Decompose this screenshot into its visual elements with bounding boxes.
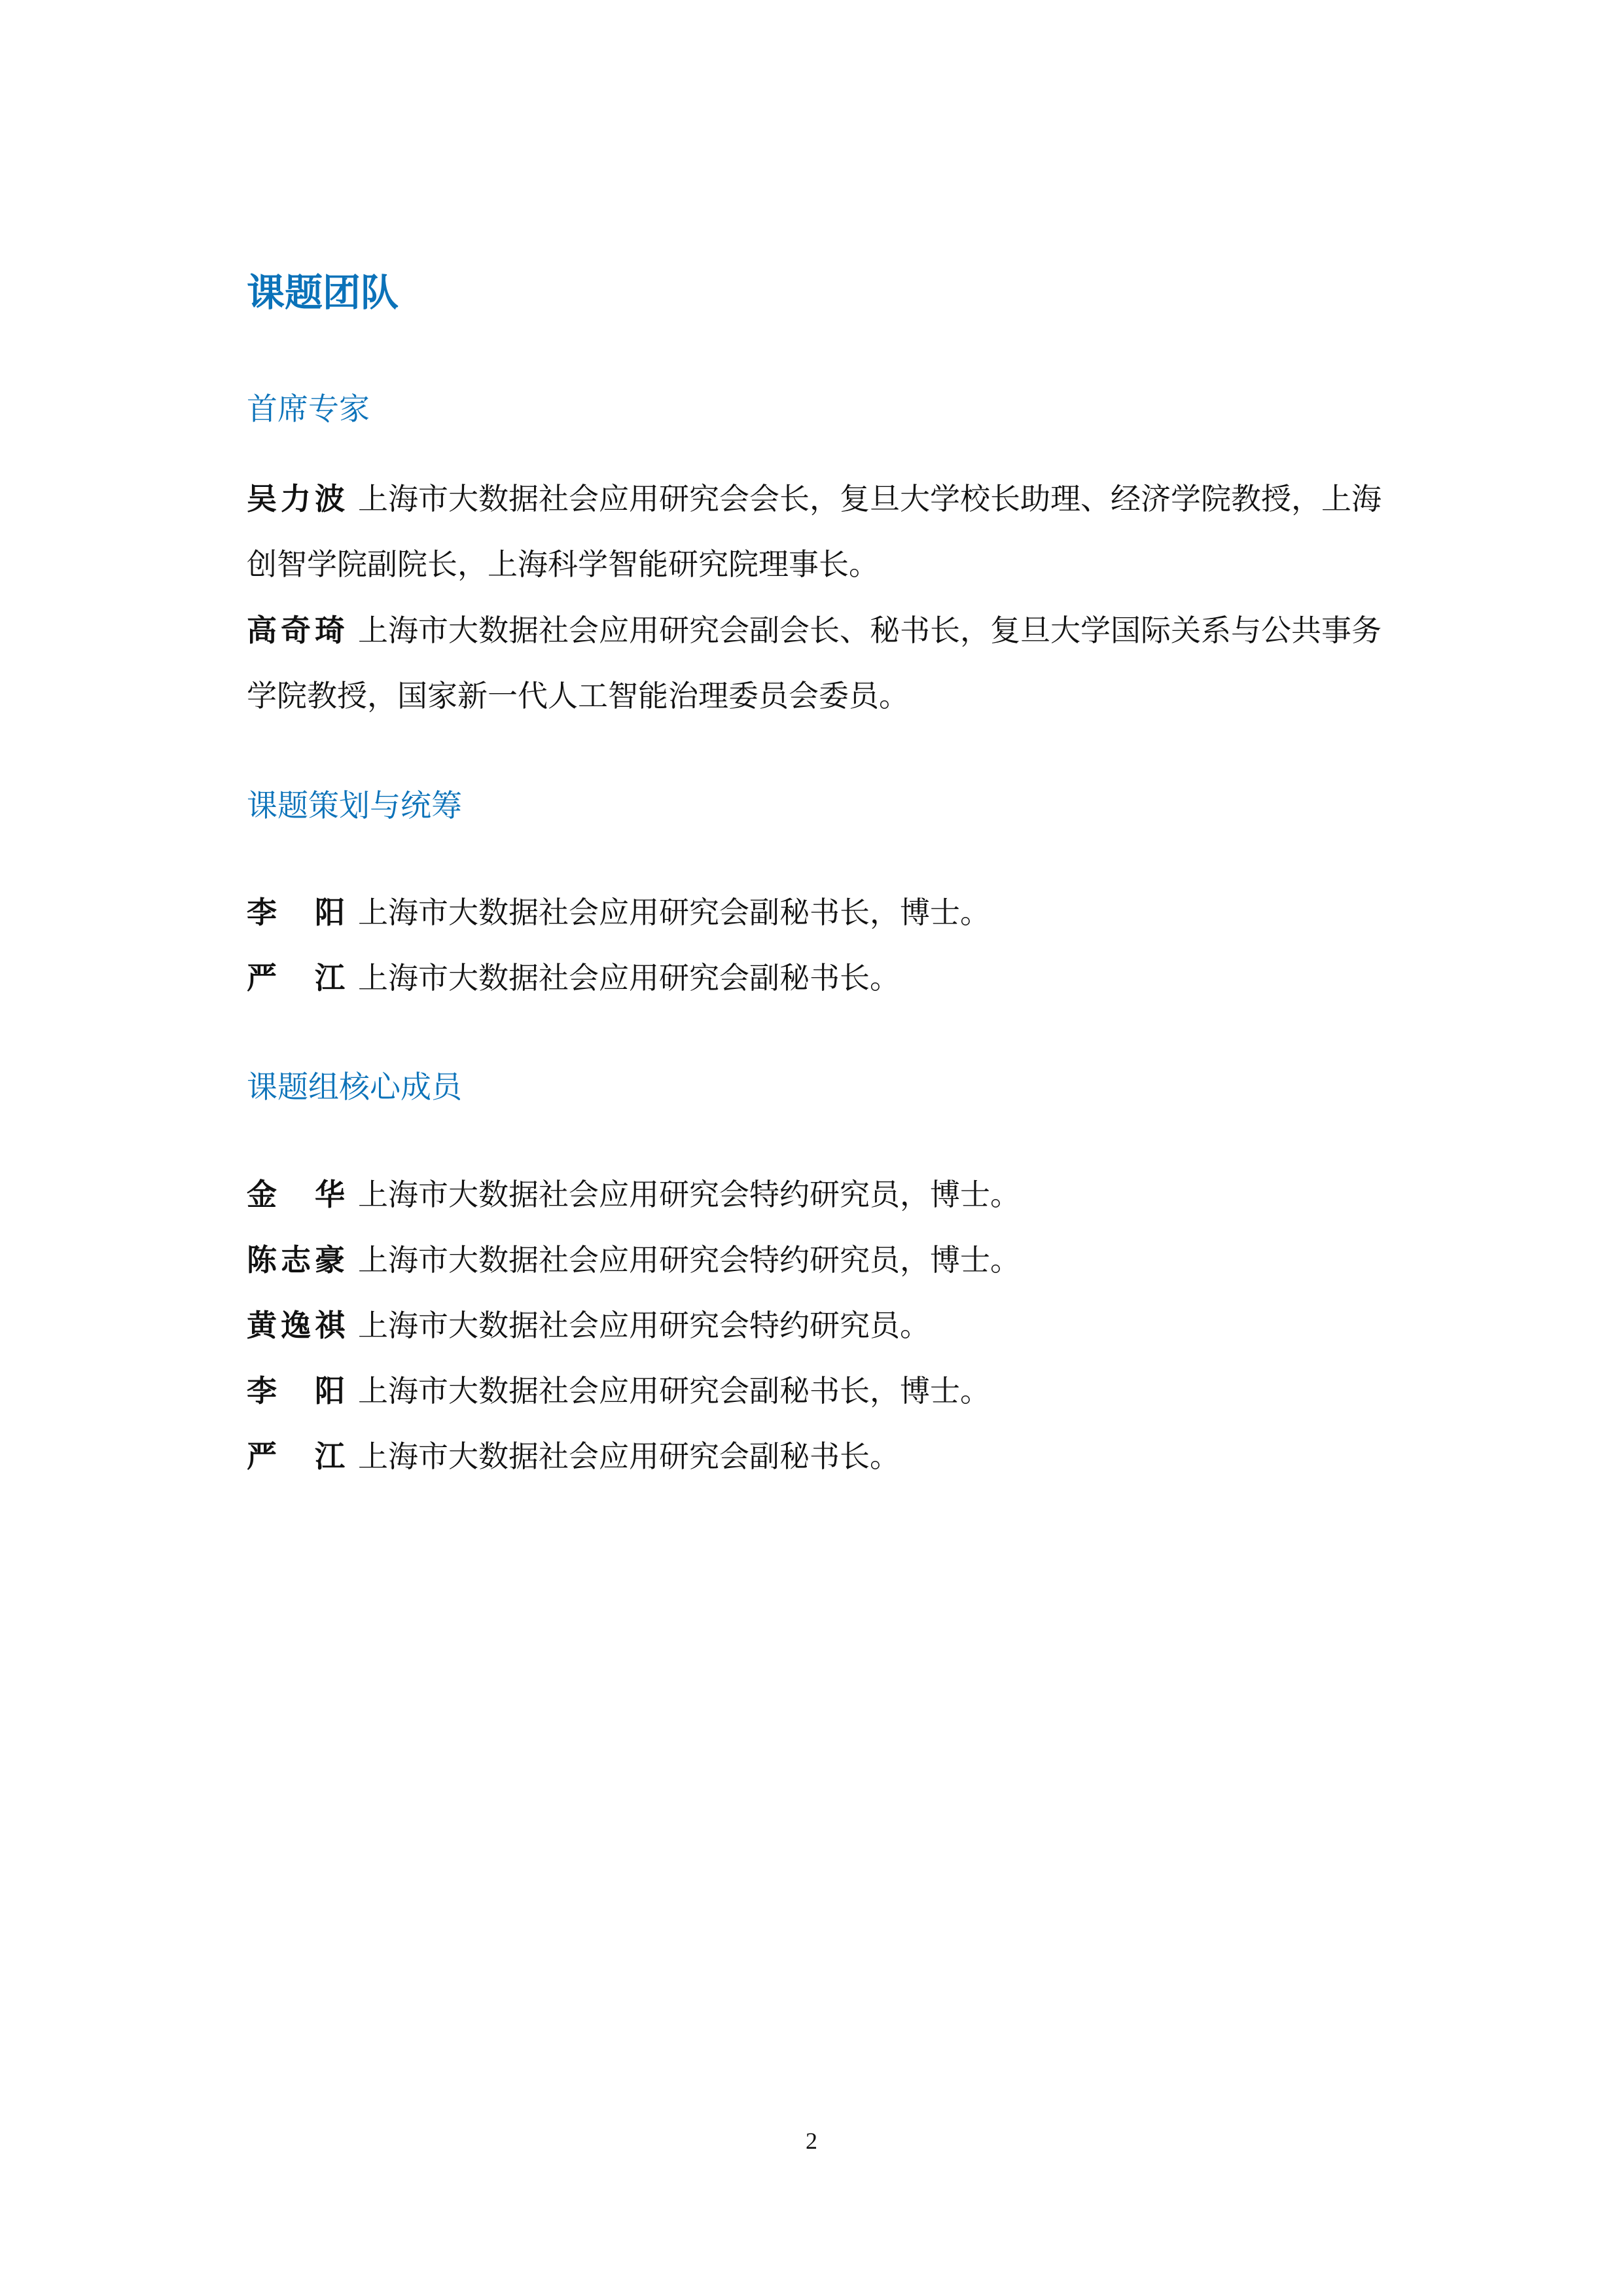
member-name: 严江: [247, 960, 345, 996]
member-name: 李阳: [247, 1373, 345, 1408]
member-name: 金华: [247, 1177, 345, 1212]
document-page: [247, 0, 1392, 2296]
section-heading-core-members: 课题组核心成员: [247, 1069, 462, 1105]
section-heading-planning: 课题策划与统筹: [247, 788, 462, 824]
member-description: 上海市大数据社会应用研究会副会长、秘书长，复旦大学国际关系与公共事务学院教授，国家新一代人工智能治理委员会委员。: [247, 613, 1382, 713]
member-entry: [247, 466, 1392, 597]
member-description: 上海市大数据社会应用研究会副秘书长，博士。: [358, 895, 990, 930]
member-entry: [247, 598, 1392, 728]
member-description: 上海市大数据社会应用研究会副秘书长。: [358, 1439, 900, 1474]
member-name: 陈志豪: [247, 1242, 345, 1278]
member-description: 上海市大数据社会应用研究会特约研究员。: [358, 1308, 930, 1343]
member-description: 上海市大数据社会应用研究会副秘书长。: [358, 960, 900, 996]
member-name: 黄逸祺: [247, 1308, 345, 1343]
member-entry: [247, 1162, 1392, 1227]
member-description: 上海市大数据社会应用研究会会长，复旦大学校长助理、经济学院教授，上海创智学院副院长，上海科学智能研究院理事长。: [247, 481, 1382, 582]
member-entry: [247, 1424, 1392, 1489]
member-name: 李阳: [247, 895, 345, 930]
member-name: 吴力波: [247, 481, 345, 516]
member-description: 上海市大数据社会应用研究会副秘书长，博士。: [358, 1373, 990, 1408]
member-entry: [247, 880, 1392, 945]
member-entry: [247, 1227, 1392, 1293]
member-entry: [247, 945, 1392, 1011]
member-name: 高奇琦: [247, 613, 345, 648]
member-name: 严江: [247, 1439, 345, 1474]
page-number: 2: [806, 2128, 817, 2154]
section-heading-chief-experts: 首席专家: [247, 391, 370, 427]
member-description: 上海市大数据社会应用研究会特约研究员，博士。: [358, 1242, 1020, 1278]
member-entry: [247, 1358, 1392, 1424]
member-entry: [247, 1293, 1392, 1358]
page-title: 课题团队: [247, 270, 399, 315]
member-description: 上海市大数据社会应用研究会特约研究员，博士。: [358, 1177, 1020, 1212]
